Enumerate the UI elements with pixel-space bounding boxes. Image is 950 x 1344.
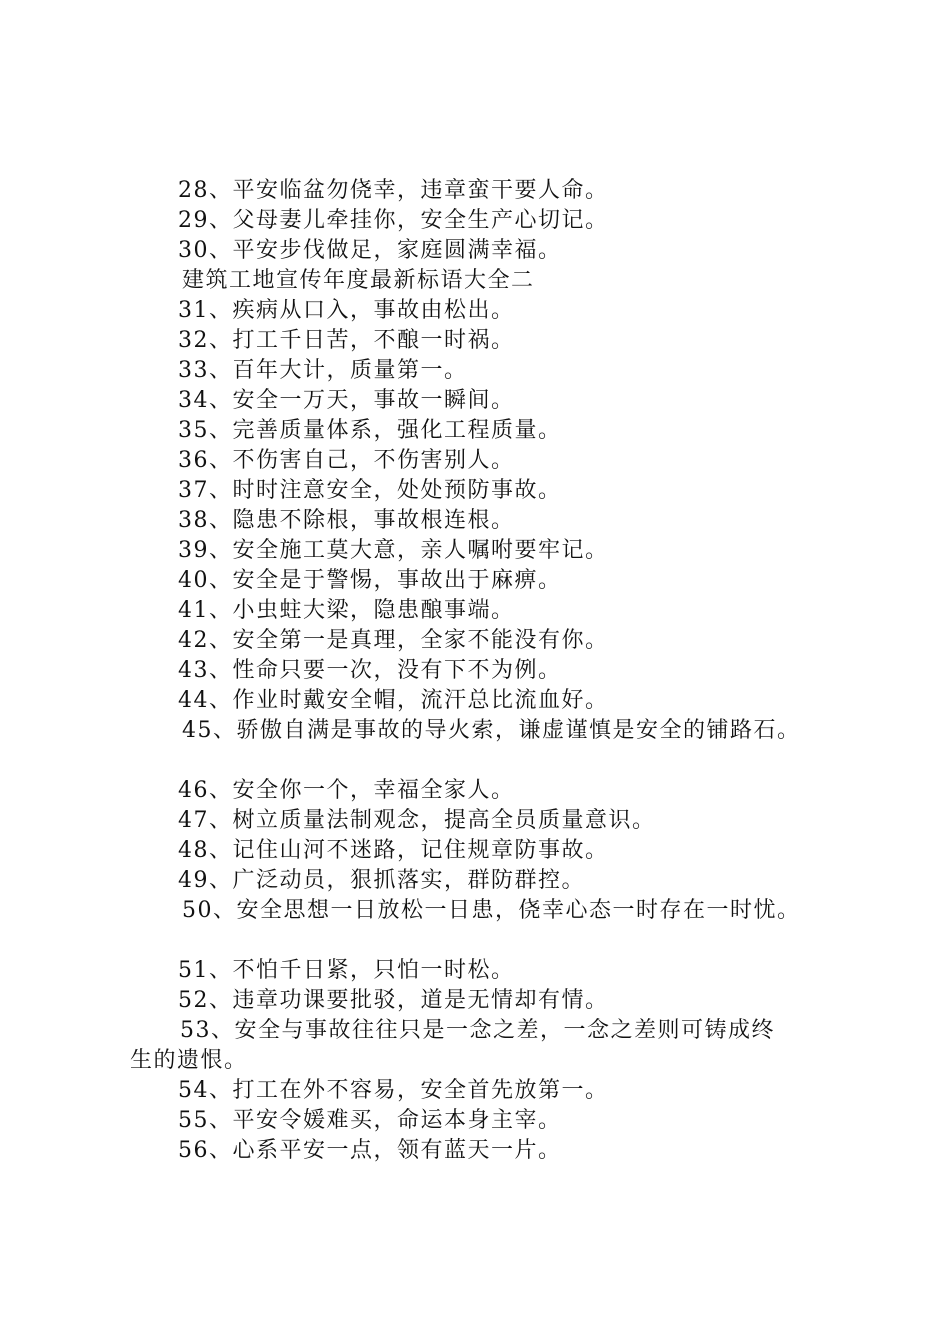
slogan-line: 54、打工在外不容易，安全首先放第一。 <box>178 1078 609 1103</box>
slogan-line: 51、不怕千日紧，只怕一时松。 <box>178 958 515 983</box>
slogan-line: 28、平安临盆勿侥幸，违章蛮干要人命。 <box>178 178 609 203</box>
slogan-line: 50、安全思想一日放松一日患，侥幸心态一时存在一时忧。 <box>182 898 801 923</box>
slogan-line: 44、作业时戴安全帽，流汗总比流血好。 <box>178 688 609 713</box>
slogan-line: 33、百年大计，质量第一。 <box>178 358 468 383</box>
slogan-line-wrapped: 53、安全与事故往往只是一念之差，一念之差则可铸成终 <box>180 1018 775 1043</box>
slogan-line: 34、安全一万天，事故一瞬间。 <box>178 388 515 413</box>
slogan-line-continuation: 生的遗恨。 <box>130 1048 248 1073</box>
slogan-line: 47、树立质量法制观念，提高全员质量意识。 <box>178 808 656 833</box>
slogan-line: 42、安全第一是真理，全家不能没有你。 <box>178 628 609 653</box>
slogan-line: 30、平安步伐做足，家庭圆满幸福。 <box>178 238 562 263</box>
slogan-line: 38、隐患不除根，事故根连根。 <box>178 508 515 533</box>
slogan-line: 29、父母妻儿牵挂你，安全生产心切记。 <box>178 208 609 233</box>
slogan-line: 35、完善质量体系，强化工程质量。 <box>178 418 562 443</box>
slogan-line: 41、小虫蛀大梁，隐患酿事端。 <box>178 598 515 623</box>
slogan-line: 43、性命只要一次，没有下不为例。 <box>178 658 562 683</box>
slogan-line: 36、不伤害自己，不伤害别人。 <box>178 448 515 473</box>
slogan-line: 31、疾病从口入，事故由松出。 <box>178 298 515 323</box>
blank-line <box>130 746 850 776</box>
section-heading: 建筑工地宣传年度最新标语大全二 <box>182 268 535 293</box>
slogan-line: 39、安全施工莫大意，亲人嘱咐要牢记。 <box>178 538 609 563</box>
slogan-line: 55、平安令媛难买，命运本身主宰。 <box>178 1108 562 1133</box>
slogan-line: 32、打工千日苦，不酿一时祸。 <box>178 328 515 353</box>
slogan-line: 48、记住山河不迷路，记住规章防事故。 <box>178 838 609 863</box>
document-body <box>130 176 850 1166</box>
slogan-line: 52、违章功课要批驳，道是无情却有情。 <box>178 988 609 1013</box>
slogan-line: 40、安全是于警惕，事故出于麻痹。 <box>178 568 562 593</box>
slogan-line: 49、广泛动员，狠抓落实，群防群控。 <box>178 868 585 893</box>
slogan-line: 46、安全你一个，幸福全家人。 <box>178 778 515 803</box>
slogan-line: 37、时时注意安全，处处预防事故。 <box>178 478 562 503</box>
blank-line <box>130 926 850 956</box>
slogan-line: 45、骄傲自满是事故的导火索，谦虚谨慎是安全的铺路石。 <box>182 718 801 743</box>
slogan-line: 56、心系平安一点，领有蓝天一片。 <box>178 1138 562 1163</box>
